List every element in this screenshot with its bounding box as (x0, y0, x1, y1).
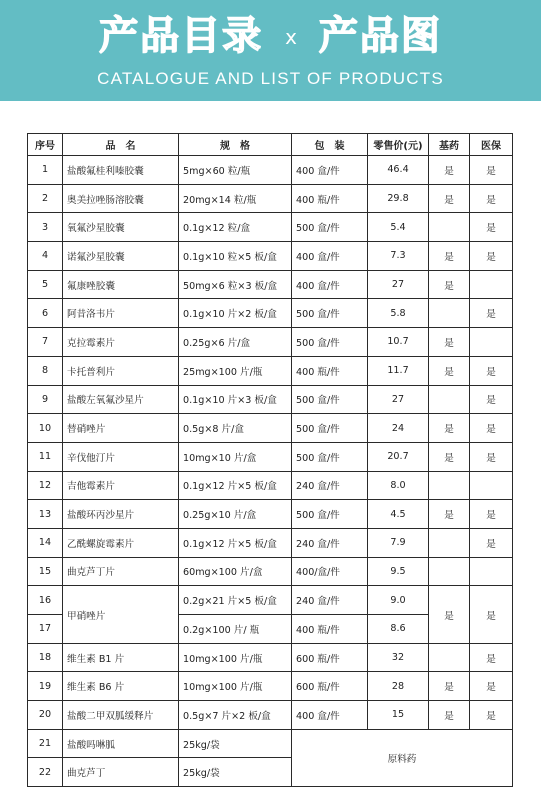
cell-name: 曲克芦丁 (63, 758, 179, 787)
cell-pack: 240 盒/件 (292, 528, 368, 557)
cell-price: 4.5 (368, 500, 429, 529)
cell-pack: 400 瓶/件 (292, 184, 368, 213)
cell-name: 盐酸二甲双胍缓释片 (63, 701, 179, 730)
cell-essential (429, 385, 470, 414)
cell-essential (429, 557, 470, 586)
cell-pack: 500 盒/件 (292, 385, 368, 414)
cell-name: 甲硝唑片 (63, 586, 179, 643)
cell-name: 奥美拉唑肠溶胶囊 (63, 184, 179, 213)
cell-insurance (470, 270, 513, 299)
cell-price: 46.4 (368, 156, 429, 185)
cell-price: 24 (368, 414, 429, 443)
cell-price: 10.7 (368, 328, 429, 357)
cell-insurance: 是 (470, 528, 513, 557)
cell-insurance: 是 (470, 184, 513, 213)
cell-pack: 400 瓶/件 (292, 356, 368, 385)
cell-no: 17 (28, 615, 63, 644)
cell-spec: 10mg×100 片/瓶 (179, 643, 292, 672)
cell-spec: 0.25g×10 片/盒 (179, 500, 292, 529)
cell-no: 6 (28, 299, 63, 328)
cell-spec: 0.2g×21 片×5 板/盒 (179, 586, 292, 615)
cell-name: 吉他霉素片 (63, 471, 179, 500)
cell-name: 盐酸吗啉胍 (63, 729, 179, 758)
table-row (28, 729, 513, 758)
table-row (28, 528, 513, 557)
cell-no: 10 (28, 414, 63, 443)
cell-insurance: 是 (470, 701, 513, 730)
cell-spec: 10mg×100 片/瓶 (179, 672, 292, 701)
table-row (28, 184, 513, 213)
cell-essential: 是 (429, 328, 470, 357)
cell-price: 5.8 (368, 299, 429, 328)
cell-price: 32 (368, 643, 429, 672)
cell-name: 氟康唑胶囊 (63, 270, 179, 299)
cell-essential (429, 299, 470, 328)
cell-essential: 是 (429, 586, 470, 643)
cell-insurance: 是 (470, 156, 513, 185)
table-row (28, 156, 513, 185)
cell-no: 14 (28, 528, 63, 557)
cell-name: 盐酸左氧氟沙星片 (63, 385, 179, 414)
header-no: 序号 (28, 134, 63, 156)
cell-essential (429, 213, 470, 242)
cell-essential: 是 (429, 356, 470, 385)
cell-name: 曲克芦丁片 (63, 557, 179, 586)
cell-name: 卡托普利片 (63, 356, 179, 385)
cell-essential: 是 (429, 500, 470, 529)
cell-essential (429, 643, 470, 672)
cell-spec: 25kg/袋 (179, 758, 292, 787)
cell-pack: 400 瓶/件 (292, 615, 368, 644)
cell-essential: 是 (429, 242, 470, 271)
cell-pack: 500 盒/件 (292, 328, 368, 357)
cell-essential: 是 (429, 672, 470, 701)
cell-no: 22 (28, 758, 63, 787)
cell-pack: 600 瓶/件 (292, 672, 368, 701)
cell-spec: 0.1g×10 片×3 板/盒 (179, 385, 292, 414)
table-row (28, 471, 513, 500)
table-row (28, 213, 513, 242)
table-row (28, 385, 513, 414)
cell-name: 盐酸环丙沙星片 (63, 500, 179, 529)
cell-price: 11.7 (368, 356, 429, 385)
cell-name: 阿昔洛韦片 (63, 299, 179, 328)
cell-essential: 是 (429, 270, 470, 299)
cell-essential: 是 (429, 442, 470, 471)
table-row (28, 242, 513, 271)
cell-insurance: 是 (470, 672, 513, 701)
table-row (28, 701, 513, 730)
table-header-row (28, 134, 513, 156)
cell-pack: 500 盒/件 (292, 299, 368, 328)
cell-spec: 25kg/袋 (179, 729, 292, 758)
cell-no: 5 (28, 270, 63, 299)
cell-name: 乙酰螺旋霉素片 (63, 528, 179, 557)
cell-spec: 0.5g×7 片×2 板/盒 (179, 701, 292, 730)
cell-insurance (470, 328, 513, 357)
cell-price: 9.0 (368, 586, 429, 615)
title-separator: x (285, 25, 297, 49)
table-row (28, 270, 513, 299)
cell-insurance: 是 (470, 242, 513, 271)
cell-no: 2 (28, 184, 63, 213)
cell-spec: 0.25g×6 片/盒 (179, 328, 292, 357)
cell-spec: 0.1g×10 片×2 板/盒 (179, 299, 292, 328)
cell-no: 4 (28, 242, 63, 271)
cell-raw-note: 原料药 (292, 729, 513, 786)
cell-price: 8.0 (368, 471, 429, 500)
cell-insurance: 是 (470, 414, 513, 443)
cell-name: 维生素 B1 片 (63, 643, 179, 672)
cell-pack: 400 盒/件 (292, 242, 368, 271)
cell-name: 替硝唑片 (63, 414, 179, 443)
cell-price: 27 (368, 270, 429, 299)
cell-insurance: 是 (470, 500, 513, 529)
cell-no: 1 (28, 156, 63, 185)
cell-price: 8.6 (368, 615, 429, 644)
cell-price: 20.7 (368, 442, 429, 471)
cell-spec: 0.1g×12 片×5 板/盒 (179, 528, 292, 557)
cell-pack: 600 瓶/件 (292, 643, 368, 672)
cell-essential: 是 (429, 701, 470, 730)
cell-spec: 0.2g×100 片/ 瓶 (179, 615, 292, 644)
header-pack: 包 装 (292, 134, 368, 156)
cell-insurance: 是 (470, 643, 513, 672)
cell-essential: 是 (429, 156, 470, 185)
cell-insurance: 是 (470, 442, 513, 471)
cell-insurance: 是 (470, 586, 513, 643)
table-row (28, 500, 513, 529)
cell-price: 27 (368, 385, 429, 414)
header-name: 品 名 (63, 134, 179, 156)
cell-essential (429, 528, 470, 557)
cell-no: 21 (28, 729, 63, 758)
cell-spec: 50mg×6 粒×3 板/盒 (179, 270, 292, 299)
cell-pack: 500 盒/件 (292, 414, 368, 443)
cell-pack: 400 盒/件 (292, 156, 368, 185)
cell-insurance (470, 471, 513, 500)
cell-spec: 0.1g×12 粒/盒 (179, 213, 292, 242)
cell-essential: 是 (429, 414, 470, 443)
cell-pack: 400 盒/件 (292, 270, 368, 299)
header-essential: 基药 (429, 134, 470, 156)
header-insurance: 医保 (470, 134, 513, 156)
cell-no: 11 (28, 442, 63, 471)
cell-essential: 是 (429, 184, 470, 213)
cell-price: 7.9 (368, 528, 429, 557)
cell-name: 辛伐他汀片 (63, 442, 179, 471)
cell-price: 9.5 (368, 557, 429, 586)
cell-no: 9 (28, 385, 63, 414)
cell-insurance: 是 (470, 213, 513, 242)
header-spec: 规 格 (179, 134, 292, 156)
cell-no: 8 (28, 356, 63, 385)
cell-price: 15 (368, 701, 429, 730)
cell-name: 维生素 B6 片 (63, 672, 179, 701)
cell-name: 克拉霉素片 (63, 328, 179, 357)
cell-spec: 10mg×10 片/盒 (179, 442, 292, 471)
cell-name: 诺氟沙星胶囊 (63, 242, 179, 271)
table-row (28, 442, 513, 471)
cell-pack: 500 盒/件 (292, 442, 368, 471)
banner-title (0, 14, 541, 60)
product-table (27, 133, 513, 787)
title-left: 产品目录 (99, 14, 264, 59)
cell-essential (429, 471, 470, 500)
cell-no: 12 (28, 471, 63, 500)
cell-no: 18 (28, 643, 63, 672)
header-price: 零售价(元) (368, 134, 429, 156)
table-row (28, 557, 513, 586)
cell-price: 28 (368, 672, 429, 701)
cell-spec: 5mg×60 粒/瓶 (179, 156, 292, 185)
table-row (28, 586, 513, 615)
cell-no: 13 (28, 500, 63, 529)
cell-pack: 500 盒/件 (292, 213, 368, 242)
cell-name: 氧氟沙星胶囊 (63, 213, 179, 242)
cell-price: 7.3 (368, 242, 429, 271)
cell-insurance (470, 557, 513, 586)
header-banner (0, 0, 541, 101)
cell-pack: 240 盒/件 (292, 471, 368, 500)
table-row (28, 299, 513, 328)
cell-no: 15 (28, 557, 63, 586)
cell-pack: 500 盒/件 (292, 500, 368, 529)
table-row (28, 356, 513, 385)
cell-pack: 400/盒/件 (292, 557, 368, 586)
table-row (28, 672, 513, 701)
cell-pack: 400 盒/件 (292, 701, 368, 730)
cell-spec: 20mg×14 粒/瓶 (179, 184, 292, 213)
cell-no: 20 (28, 701, 63, 730)
cell-insurance: 是 (470, 385, 513, 414)
cell-spec: 25mg×100 片/瓶 (179, 356, 292, 385)
cell-no: 3 (28, 213, 63, 242)
cell-insurance: 是 (470, 299, 513, 328)
cell-price: 29.8 (368, 184, 429, 213)
title-right: 产品图 (318, 14, 442, 59)
cell-spec: 0.1g×12 片×5 板/盒 (179, 471, 292, 500)
cell-no: 19 (28, 672, 63, 701)
cell-spec: 60mg×100 片/盒 (179, 557, 292, 586)
cell-spec: 0.1g×10 粒×5 板/盒 (179, 242, 292, 271)
cell-insurance: 是 (470, 356, 513, 385)
table-row (28, 328, 513, 357)
cell-pack: 240 盒/件 (292, 586, 368, 615)
cell-name: 盐酸氟桂利嗪胶囊 (63, 156, 179, 185)
table-row (28, 643, 513, 672)
cell-spec: 0.5g×8 片/盒 (179, 414, 292, 443)
cell-no: 16 (28, 586, 63, 615)
table-row (28, 414, 513, 443)
cell-no: 7 (28, 328, 63, 357)
cell-price: 5.4 (368, 213, 429, 242)
banner-subtitle: CATALOGUE AND LIST OF PRODUCTS (97, 69, 444, 88)
